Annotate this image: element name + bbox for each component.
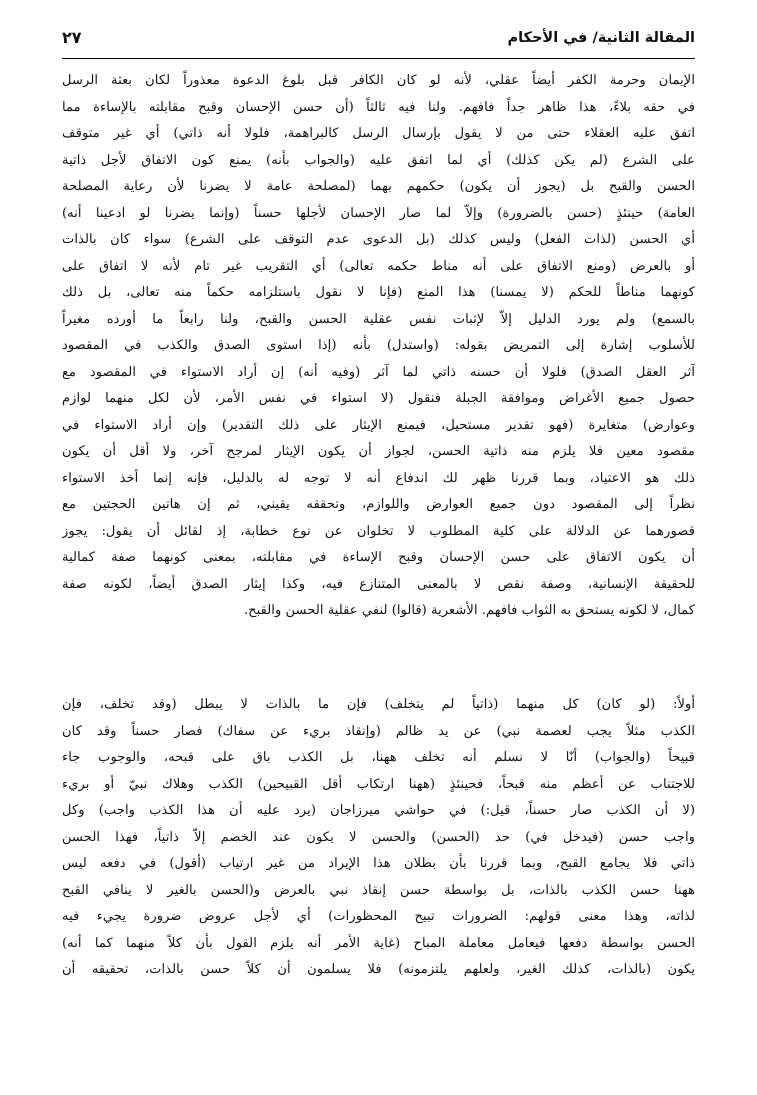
- paragraph-1: [62, 68, 695, 625]
- text-line: الحسن والقبح بل (يجوز أن يكون) حكمهم بهما (لمصلحة عامة لا يضرنا لأن رعاية المصلحة: [62, 179, 695, 194]
- text-line: أولاً: (لو كان) كل منهما (ذاتياً لم يتخلف) فإن ما بالذات لا يبطل (وقد تخلف، فإن: [62, 697, 695, 712]
- text-line: الإيمان وحرمة الكفر أيضاً عقلي، لأنه لو كان الكافر قبل بلوغ الدعوة معذوراً لكان بعثة الرسل: [62, 73, 695, 88]
- text-line: آثر العقل الصدق) فلولا أن حسنه ذاتي لما آثر (وفيه أنه) إن أراد الاستواء في المقصود مع: [62, 364, 695, 380]
- text-line: كونهما مناطاً للحكم (لا يمسنا) هذا المنع (فإنا لا نقول باستلزامه حكماً منه تعالى، بل ذلك: [62, 285, 695, 300]
- text-line: وعوارض) متغايرة (فهو تقدير مستحيل، فيمنع الإيثار على ذلك التقدير) وإن أراد الاستواء في: [62, 417, 695, 433]
- text-line: ذاتي فلا يجامع القبح، وبما قررنا بأن بطلان هذا الإيراد من غير ارتياب (أقول) في دفعه ليس: [62, 856, 695, 871]
- text-line: الكذب مثلاً يجب لعصمة نبي) عن يد ظالم (وإنقاذ بريء عن سفاك) فصار حسناً وقد كان: [62, 723, 695, 739]
- paragraph-2: [62, 692, 695, 984]
- text-line: حصول جميع الأغراض وموافقة الجبلة فنقول (لا استواء في نفس الأمر، لأن لكل منهما لوازم: [62, 391, 695, 406]
- text-line: نظراً إلى المقصود دون جميع العوارض واللوازم، وتحققه يقيني، ثم إن هاتين الحجتين مع: [62, 497, 695, 512]
- text-line: أن يكون الاتفاق على حسن الإحسان وقبح الإساءة في مقابلته، بمعنى كونهما صفة كمالية: [62, 550, 695, 565]
- text-line: الحسن بواسطة دفعها فيعامل معاملة المباح (غاية الأمر أنه يلزم القول بأن كلاً منهما كما أنه): [62, 935, 695, 951]
- text-line: لذاته، وهذا معنى قولهم: الضرورات تبيح المحظورات) أي لأجل عروض ضرورة يجيء فيه: [62, 909, 695, 924]
- text-line: (لا أن الكذب صار حسناً، قيل:) في حواشي ميرزاجان (يرد عليه أن هذا الكذب واجب) وكل: [62, 803, 695, 818]
- text-line: أي الحسن (لذات الفعل) وليس كذلك (بل الدعوى عدم التوقف على الشرع) سواء كان بالذات: [62, 232, 695, 247]
- text-line: اتفق عليه العقلاء حتى من لا يقول بإرسال الرسل كالبراهمة، فلولا أنه ذاتي) أي غير متوقف: [62, 126, 695, 141]
- page-header: [62, 26, 695, 56]
- text-line: أو بالعرض (ومنع الاتفاق على أنه مناط حكمه تعالى) أي التقريب غير تام لأنه لا اتفاق على: [62, 258, 695, 274]
- text-line: قبيحاً (والجواب) أنّا لا نسلم أنه تخلف ههنا، بل الكذب باق على قبحه، والوجوب جاء: [62, 750, 695, 765]
- text-line: ههنا حسن الكذب بالذات، بل بواسطة حسن إنقاذ نبي بالعرض و(الحسن بالغير لا ينافي القبح: [62, 882, 695, 898]
- text-line: كمال، لا لكونه يستحق به الثواب فافهم. الأشعرية (قالوا) لنفي عقلية الحسن والقبح.: [243, 603, 695, 618]
- text-line: في حقه بلاءً، هذا ظاهر جداً فافهم. ولنا فيه ثالثاً (أن حسن الإحسان وقبح مقابلته بالإساءة مما: [62, 99, 695, 115]
- text-line: واجب حسن (فيدخل في) حد (الحسن) والحسن لا يكون عند الخصم إلاّ ذاتياً، فهذا الحسن: [62, 829, 695, 845]
- text-line: قصورهما عن الدلالة على كلية المطلوب لا تخلوان عن نوع خطابة، إذ لقائل أن يقول: يجوز: [62, 523, 695, 539]
- text-line: مقصود معين فلا يلزم منه ذاتية الحسن، لجواز أن يكون الإيثار لمرجح آخر، ولا أقل أن يكون: [62, 444, 695, 459]
- text-line: بالسمع) ولم يورد الدليل إلاّ لإثبات نفس عقلية الحسن والقبح، ولنا رابعاً ما أورده مغيراً: [62, 311, 695, 327]
- text-line: على الشرع (لم يكن كذلك) أي لما اتفق عليه (والجواب بأنه) يمنع كون الاتفاق لأجل ذاتية: [62, 152, 695, 168]
- header-rule: [62, 58, 695, 59]
- text-line: للاجتناب عن أعظم منه قبحاً، فحينئذٍ (ههنا ارتكاب أقل القبيحين) الكذب وهلاك نبيّ أو بريء: [62, 776, 695, 792]
- text-line: للأسلوب إشارة إلى التمريض بقوله: (واستدل) بأنه (إذا استوى الصدق والكذب في المقصود: [62, 338, 695, 353]
- text-line: للحقيقة الإنسانية، وصفة نقص لا بالمعنى المتنازع فيه، وكذا إيثار الصدق أيضاً، لكونه صفة: [62, 576, 695, 592]
- text-line: العامة) حينئذٍ (حسن بالضرورة) وإلاّ لما صار الإحسان لأجلها حسناً (وإنما يضرنا لو ادعينا أنه): [62, 205, 695, 221]
- page-number: ٢٧: [62, 28, 82, 47]
- running-head: المقالة الثانية/ في الأحكام: [507, 30, 695, 46]
- text-line: يكون (بالذات، كذلك الغير، ولعلهم يلتزمونه) فلا يسلمون أن كلاً حسن بالذات، تحقيقه أن: [62, 962, 695, 977]
- text-line: ذلك هو الاعتياد، وبما قررنا ظهر لك اندفاع أنه لا توجه له بالدليل، فإنه إنما أخذ الاستواء: [62, 470, 695, 486]
